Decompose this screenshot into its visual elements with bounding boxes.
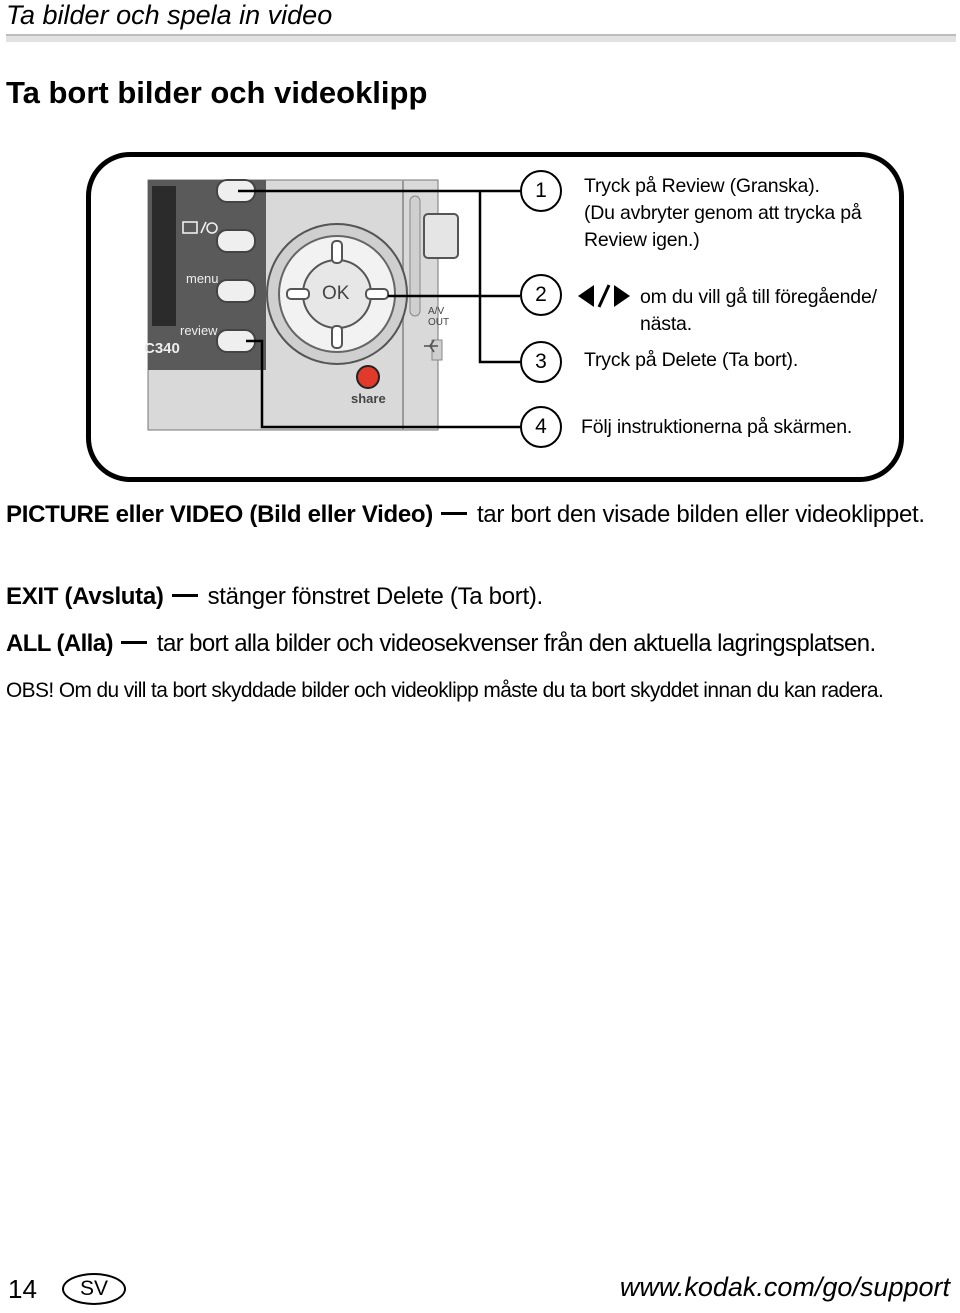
- option-picture-video: [6, 498, 956, 532]
- note-text: Om du vill ta bort skyddade bilder och videoklipp måste du ta bort skyddet innan du kan radera.: [58, 679, 884, 702]
- step-1-text: Tryck på Review (Granska). (Du avbryter genom att trycka på Review igen.): [584, 175, 862, 251]
- camera-label-review: review: [180, 323, 218, 338]
- support-url: www.kodak.com/go/support: [619, 1272, 950, 1302]
- language-badge: SV: [62, 1273, 126, 1305]
- step-4-text: Följ instruktionerna på skärmen.: [581, 416, 853, 438]
- em-dash: [172, 594, 198, 597]
- left-right-arrow-icon: [576, 283, 632, 309]
- side-button-3: [217, 280, 255, 302]
- option-exit: [6, 580, 956, 614]
- share-button: [357, 366, 379, 388]
- note: [6, 674, 952, 708]
- page-number: 14: [8, 1274, 37, 1304]
- camera-label-menu: menu: [186, 271, 219, 286]
- leader-line-3: [480, 190, 520, 362]
- option-all: [6, 627, 956, 661]
- option-term: ALL (Alla): [6, 630, 113, 657]
- note-label: OBS!: [6, 679, 54, 702]
- option-description: tar bort den visade bilden eller videoklippet.: [476, 501, 925, 528]
- em-dash: [121, 641, 147, 644]
- camera-label-av-out: A/V OUT: [428, 306, 450, 328]
- option-term: PICTURE eller VIDEO (Bild eller Video): [6, 501, 433, 528]
- step-number-2: 2: [520, 274, 562, 316]
- step-2-text: om du vill gå till föregående/ nästa.: [640, 286, 877, 335]
- option-term: EXIT (Avsluta): [6, 583, 164, 610]
- step-number-4: 4: [520, 406, 562, 448]
- option-description: stänger fönstret Delete (Ta bort).: [207, 583, 543, 610]
- section-title: Ta bort bilder och videoklipp: [6, 75, 428, 110]
- chapter-title: Ta bilder och spela in video: [6, 0, 333, 30]
- camera-label-ok: OK: [322, 283, 350, 304]
- option-description: tar bort alla bilder och videosekvenser från den aktuella lagringsplatsen.: [156, 630, 876, 657]
- step-3-text: Tryck på Delete (Ta bort).: [584, 349, 799, 371]
- step-number-3: 3: [520, 341, 562, 383]
- step-number-1: 1: [520, 170, 562, 212]
- side-button-2: [217, 230, 255, 252]
- em-dash: [441, 512, 467, 515]
- camera-label-model: C340: [144, 340, 180, 357]
- camera-label-share: share: [351, 391, 386, 406]
